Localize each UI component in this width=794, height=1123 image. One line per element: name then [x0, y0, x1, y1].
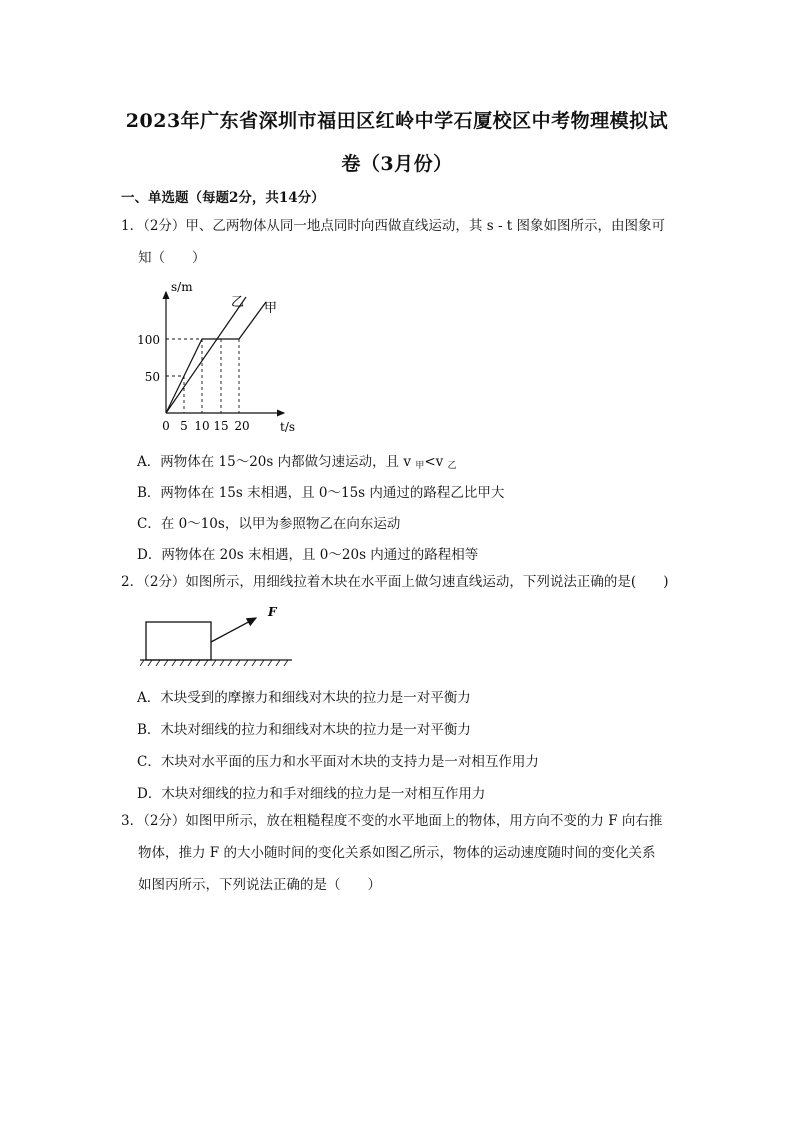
label-jia: 甲 — [264, 301, 278, 316]
question-1-option-d: D．两物体在 20s 末相遇，且 0～20s 内通过的路程相等 — [137, 547, 479, 563]
question-2-stem-line1: 2．（2分）如图所示，用细线拉着木块在水平面上做匀速直线运动，下列说法正确的是( ) — [121, 574, 669, 590]
label-yi: 乙 — [231, 295, 245, 310]
question-2-option-b: B．木块对细线的拉力和细线对木块的拉力是一对平衡力 — [137, 722, 471, 738]
wooden-block — [146, 622, 211, 660]
question-3 — [121, 805, 681, 901]
question-3-stem-line1: 3．（2分）如图甲所示，放在粗糙程度不变的水平地面上的物体，用方向不变的力 F 向右推 — [121, 813, 663, 829]
question-2-block-figure — [140, 604, 300, 668]
y-axis-label: s/m — [171, 280, 193, 294]
x-tick-10: 10 — [194, 419, 210, 433]
question-3-stem-line2: 物体，推力 F 的大小随时间的变化关系如图乙所示，物体的运动速度随时间的变化关系 — [138, 845, 656, 861]
line-jia — [166, 302, 266, 413]
document-title-line2: 卷（3月份） — [341, 153, 453, 175]
document-title-line1: 2023年广东省深圳市福田区红岭中学石厦校区中考物理模拟试 — [125, 110, 669, 132]
x-axis-label: t/s — [280, 420, 296, 434]
question-2-option-d: D．木块对细线的拉力和手对细线的拉力是一对相互作用力 — [137, 786, 486, 802]
question-1-option-c: C．在 0～10s，以甲为参照物乙在向东运动 — [137, 516, 401, 532]
x-tick-5: 5 — [180, 419, 188, 433]
guide-lines — [166, 339, 239, 413]
question-1-stem-line1: 1．（2分）甲、乙两物体从同一地点同时向西做直线运动，其 s - t 图象如图所示，由图象可 — [121, 218, 666, 234]
force-arrow — [211, 618, 256, 642]
section-heading: 一、单选题（每题2分，共14分） — [121, 190, 325, 206]
y-tick-100: 100 — [137, 333, 160, 347]
force-label: F — [268, 605, 277, 619]
x-tick-15: 15 — [213, 419, 229, 433]
y-tick-50: 50 — [144, 370, 160, 384]
origin-label: 0 — [162, 419, 170, 433]
line-yi — [166, 297, 246, 413]
ground-hatching — [140, 660, 288, 666]
question-1-option-b: B．两物体在 15s 末相遇，且 0～15s 内通过的路程乙比甲大 — [137, 485, 505, 501]
x-tick-20: 20 — [234, 419, 250, 433]
question-1-stem-line2: 知（ ） — [138, 250, 206, 266]
question-1-st-graph — [136, 280, 306, 440]
question-1 — [121, 210, 681, 274]
question-3-stem-line3: 如图丙所示，下列说法正确的是（ ） — [138, 877, 381, 893]
question-2 — [121, 566, 681, 598]
question-1-option-a: A．两物体在 15～20s 内都做匀速运动，且 v $_甲$<v $_乙$ — [137, 454, 457, 471]
question-2-option-a: A．木块受到的摩擦力和细线对木块的拉力是一对平衡力 — [137, 690, 471, 706]
question-2-option-c: C．木块对水平面的压力和水平面对木块的支持力是一对相互作用力 — [137, 754, 539, 770]
